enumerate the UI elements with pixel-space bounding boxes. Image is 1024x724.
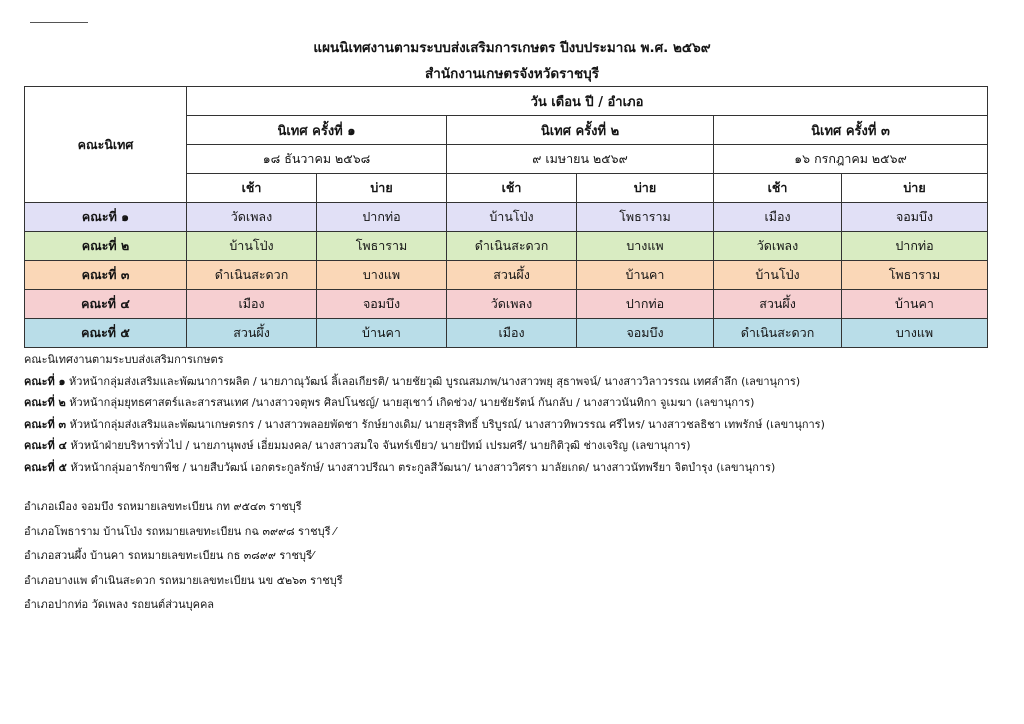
round-1-afternoon-header: บ่าย <box>317 174 447 203</box>
district-cell: สวนผึ้ง <box>187 319 317 348</box>
district-cell: บ้านโป่ง <box>187 232 317 261</box>
district-cell: บ้านคา <box>842 290 988 319</box>
district-cell: บางแพ <box>842 319 988 348</box>
round-2-header: นิเทศ ครั้งที่ ๒ <box>447 116 714 145</box>
district-cell: ดำเนินสะดวก <box>187 261 317 290</box>
team-member-label: คณะที่ ๑ <box>24 374 66 388</box>
table-row <box>25 319 988 348</box>
vehicle-line: อำเภอเมือง จอมบึง รถหมายเลขทะเบียน กท ๙๕๔๓ ราชบุรี <box>24 500 302 513</box>
team-member-line <box>24 435 1014 457</box>
team-member-text: หัวหน้ากลุ่มยุทธศาสตร์และสารสนเทศ /นางสาวจตุพร ศิลปโนชญ์/ นายสุเชาว์ เกิดช่วง/ นายชัยรัตน์ กันกลับ / นางสาวนันทิกา จูเมฆา (เลขานุการ) <box>65 396 755 409</box>
table-row <box>25 290 988 319</box>
district-cell: บางแพ <box>577 232 714 261</box>
team-members-section <box>24 349 1014 478</box>
top-rule <box>30 22 88 23</box>
district-cell: เมือง <box>447 319 577 348</box>
team-member-line <box>24 414 1014 436</box>
district-cell: โพธาราม <box>317 232 447 261</box>
district-cell: ปากท่อ <box>577 290 714 319</box>
table-row <box>25 203 988 232</box>
district-cell: จอมบึง <box>317 290 447 319</box>
team-label: คณะที่ ๒ <box>25 232 187 261</box>
district-cell: เมือง <box>187 290 317 319</box>
team-member-line <box>24 392 1014 414</box>
round-1-header: นิเทศ ครั้งที่ ๑ <box>187 116 447 145</box>
district-cell: สวนผึ้ง <box>714 290 842 319</box>
round-1-date: ๑๘ ธันวาคม ๒๕๖๘ <box>187 145 447 174</box>
team-member-line <box>24 371 1014 393</box>
team-member-text: หัวหน้าฝ่ายบริหารทั่วไป / นายภานุพงษ์ เอี่ยมมงคล/ นางสาวสมใจ จันทร์เขียว/ นายปัทม์ เปรมศรี/ นายกิติวุฒิ ช่างเจริญ (เลขานุการ) <box>66 439 691 452</box>
schedule-table <box>24 86 988 348</box>
district-cell: ปากท่อ <box>317 203 447 232</box>
district-cell: เมือง <box>714 203 842 232</box>
district-cell: วัดเพลง <box>187 203 317 232</box>
round-2-afternoon-header: บ่าย <box>577 174 714 203</box>
table-row <box>25 261 988 290</box>
team-member-text: หัวหน้ากลุ่มอารักขาพืช / นายสืบวัฒน์ เอกตระกูลรักษ์/ นางสาวปรีณา ตระกูลสีวัฒนา/ นางสาววิศรา มาลัยเกด/ นางสาวนัทพรียา จิตบำรุง (เลขานุการ) <box>66 460 776 474</box>
team-label: คณะที่ ๑ <box>25 203 187 232</box>
district-cell: โพธาราม <box>842 261 988 290</box>
team-member-label: คณะที่ ๓ <box>24 417 67 431</box>
vehicle-line: อำเภอปากท่อ วัดเพลง รถยนต์ส่วนบุคคล <box>24 598 215 611</box>
vehicle-line: อำเภอสวนผึ้ง บ้านคา รถหมายเลขทะเบียน กธ ๓๘๙๙ ราชบุรี⁄ <box>24 549 314 562</box>
team-members-heading: คณะนิเทศงานตามระบบส่งเสริมการเกษตร <box>24 353 224 366</box>
team-label: คณะที่ ๓ <box>25 261 187 290</box>
document-subtitle: สำนักงานเกษตรจังหวัดราชบุรี <box>425 66 599 82</box>
team-member-label: คณะที่ ๔ <box>24 439 67 452</box>
district-cell: ปากท่อ <box>842 232 988 261</box>
district-cell: บางแพ <box>317 261 447 290</box>
district-cell: วัดเพลง <box>447 290 577 319</box>
district-cell: ดำเนินสะดวก <box>714 319 842 348</box>
vehicle-line: อำเภอโพธาราม บ้านโป่ง รถหมายเลขทะเบียน กฉ ๓๙๙๘ ราชบุรี ⁄ <box>24 524 336 538</box>
team-member-text: หัวหน้ากลุ่มส่งเสริมและพัฒนาการผลิต / นายภาณุวัฒน์ ลิ้เลอเกียรติ/ นายชัยวุฒิ บูรณสมภพ/นางสาวพยุ สุธาพจน์/ นางสาววิลาวรรณ เทศลำลึก (เลขานุการ) <box>65 374 801 388</box>
vehicle-assignment-section <box>24 495 624 618</box>
vehicle-line: อำเภอบางแพ ดำเนินสะดวก รถหมายเลขทะเบียน นข ๕๒๖๓ ราชบุรี <box>24 573 343 587</box>
table-row <box>25 232 988 261</box>
round-3-header: นิเทศ ครั้งที่ ๓ <box>714 116 988 145</box>
district-cell: บ้านโป่ง <box>447 203 577 232</box>
team-label: คณะที่ ๔ <box>25 290 187 319</box>
district-cell: บ้านคา <box>317 319 447 348</box>
district-cell: จอมบึง <box>577 319 714 348</box>
district-cell: บ้านคา <box>577 261 714 290</box>
round-2-date: ๙ เมษายน ๒๕๖๙ <box>447 145 714 174</box>
round-2-morning-header: เช้า <box>447 174 577 203</box>
district-cell: สวนผึ้ง <box>447 261 577 290</box>
team-member-label: คณะที่ ๒ <box>24 396 66 409</box>
document-title: แผนนิเทศงานตามระบบส่งเสริมการเกษตร ปีงบประมาณ พ.ศ. ๒๕๖๙ <box>313 40 711 56</box>
round-1-morning-header: เช้า <box>187 174 317 203</box>
district-cell: ดำเนินสะดวก <box>447 232 577 261</box>
round-3-morning-header: เช้า <box>714 174 842 203</box>
team-column-header: คณะนิเทศ <box>25 87 187 203</box>
team-member-text: หัวหน้ากลุ่มส่งเสริมและพัฒนาเกษตรกร / นางสาวพลอยพัดชา รักษ์ยางเดิม/ นายสุรสิทธิ์ บริบูรณ์/ นางสาวทิพวรรณ ศรีไหร/ นางสาวชลธิชา เทพรักษ์ (เลขานุการ) <box>66 417 825 431</box>
round-3-date: ๑๖ กรกฎาคม ๒๕๖๙ <box>714 145 988 174</box>
district-cell: จอมบึง <box>842 203 988 232</box>
team-label: คณะที่ ๕ <box>25 319 187 348</box>
team-member-label: คณะที่ ๕ <box>24 460 67 474</box>
date-district-header: วัน เดือน ปี / อำเภอ <box>187 87 988 116</box>
round-3-afternoon-header: บ่าย <box>842 174 988 203</box>
district-cell: วัดเพลง <box>714 232 842 261</box>
team-member-line <box>24 457 1014 479</box>
district-cell: โพธาราม <box>577 203 714 232</box>
district-cell: บ้านโป่ง <box>714 261 842 290</box>
